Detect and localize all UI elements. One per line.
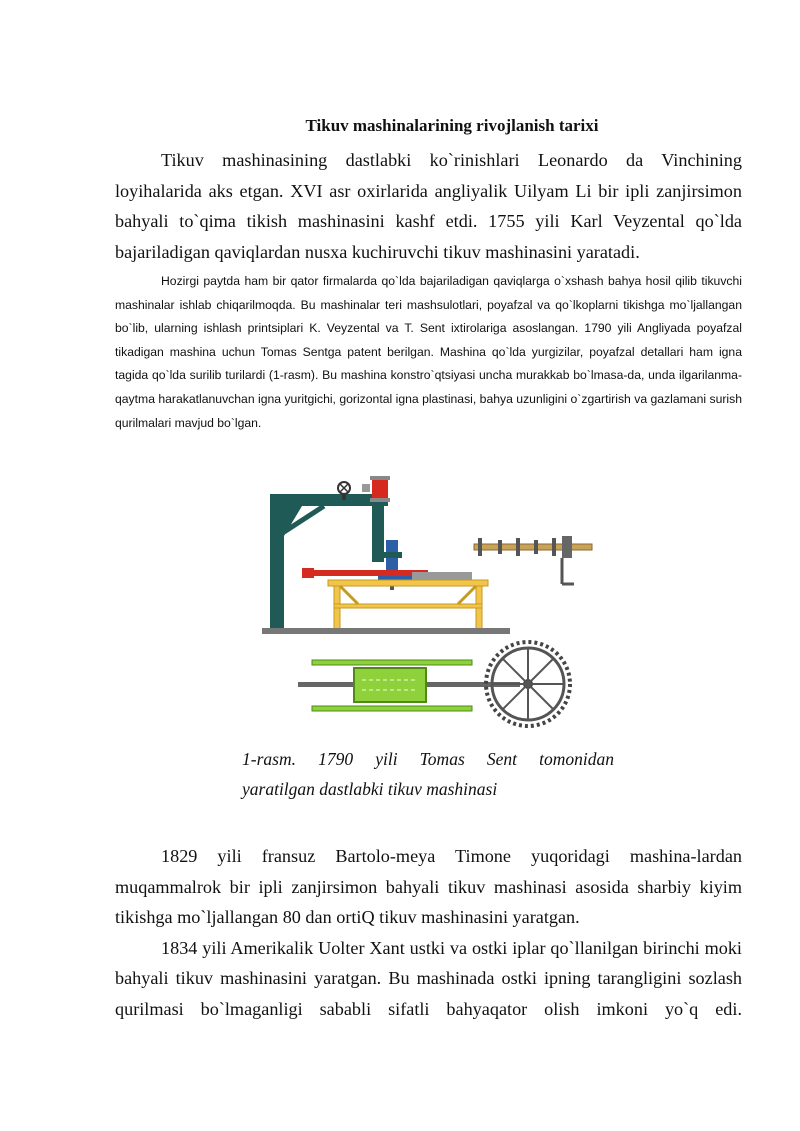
floor-line <box>262 628 510 634</box>
small-text-block <box>115 270 742 435</box>
figure-caption <box>242 744 614 804</box>
sewing-machine-figure <box>262 474 602 732</box>
history-text-block <box>115 841 742 1024</box>
machine-frame <box>270 494 388 629</box>
page-title: Tikuv mashinalarining rivojlanish tarixi <box>305 116 599 135</box>
feed-lever <box>308 570 428 576</box>
figure-caption-line2: yaratilgan dastlabki tikuv mashinasi <box>242 779 498 799</box>
intro-paragraph: Tikuv mashinasining dastlabki ko`rinishlari Leonardo da Vinchining loyihalarida aks etgan. XVI asr oxirlarida angliyalik Uilyam Li bir ipli zanjirsimon bahyali to`qima tikish mashinasini kashf etdi. 1755 yili Karl Veyzental qo`lda bajariladigan qaviqlardan nusxa kuchiruvchi tikuv mashinasini yaratadi. <box>115 150 742 262</box>
base-plate <box>298 660 520 711</box>
small-paragraph: Hozirgi paytda ham bir qator firmalarda qo`lda bajariladigan qaviqlarga o`xshash bahya hosil qilib tikuvchi mashinalar ishlab chiqarilmoqda. Bu mashinalar teri mashsulotlari, poyafzal va qo`lkoplarni tikishga mo`ljallangan bo`lib, ularning ishlash printsiplari K. Veyzental va T. Sent ixtirolariga asoslangan. 1790 yili Angliyada poyafzal tikadigan mashina uchun Tomas Sentga patent berilgan. Mashina qo`lda yurgizilar, poyafzal detallari ham igna tagida qo`lda surilib turilardi (1-rasm). Bu mashina konstro`qtsiyasi uncha murakkab bo`lmasa-da, unda ilgarilanma-qaytma harakatlanuvchan igna yuritgichi, gorizontal igna plastinasi, bahya uzunligini o`zgartirish va gazlamani surish qurilmalari mavjud bo`lgan. <box>115 274 742 430</box>
intro-text-block <box>115 145 742 267</box>
paragraph-1829: 1829 yili fransuz Bartolo-meya Timone yuqoridagi mashina-lardan muqammalrok bir ipli zanjirsimon bahyali tikuv mashinasi asosida sharbiy kiyim tikishga mo`ljallangan 80 dan ortiQ tikuv mashinasini yaratgan. <box>115 846 742 927</box>
feed-shaft <box>474 536 592 584</box>
machine-table <box>328 572 488 630</box>
figure-caption-line1: 1-rasm. 1790 yili Tomas Sent tomonidan <box>242 749 614 769</box>
gear-wheel <box>486 642 570 726</box>
paragraph-1834: 1834 yili Amerikalik Uolter Xant ustki va ostki iplar qo`llanilgan birinchi moki bahyali tikuv mashinasini yaratgan. Bu mashinada ostki ipning tarangligini sozlash qurilmasi bo`lmaganligi sababli sifatli bahyaqator olish imkoni yo`q edi. <box>115 937 742 1019</box>
